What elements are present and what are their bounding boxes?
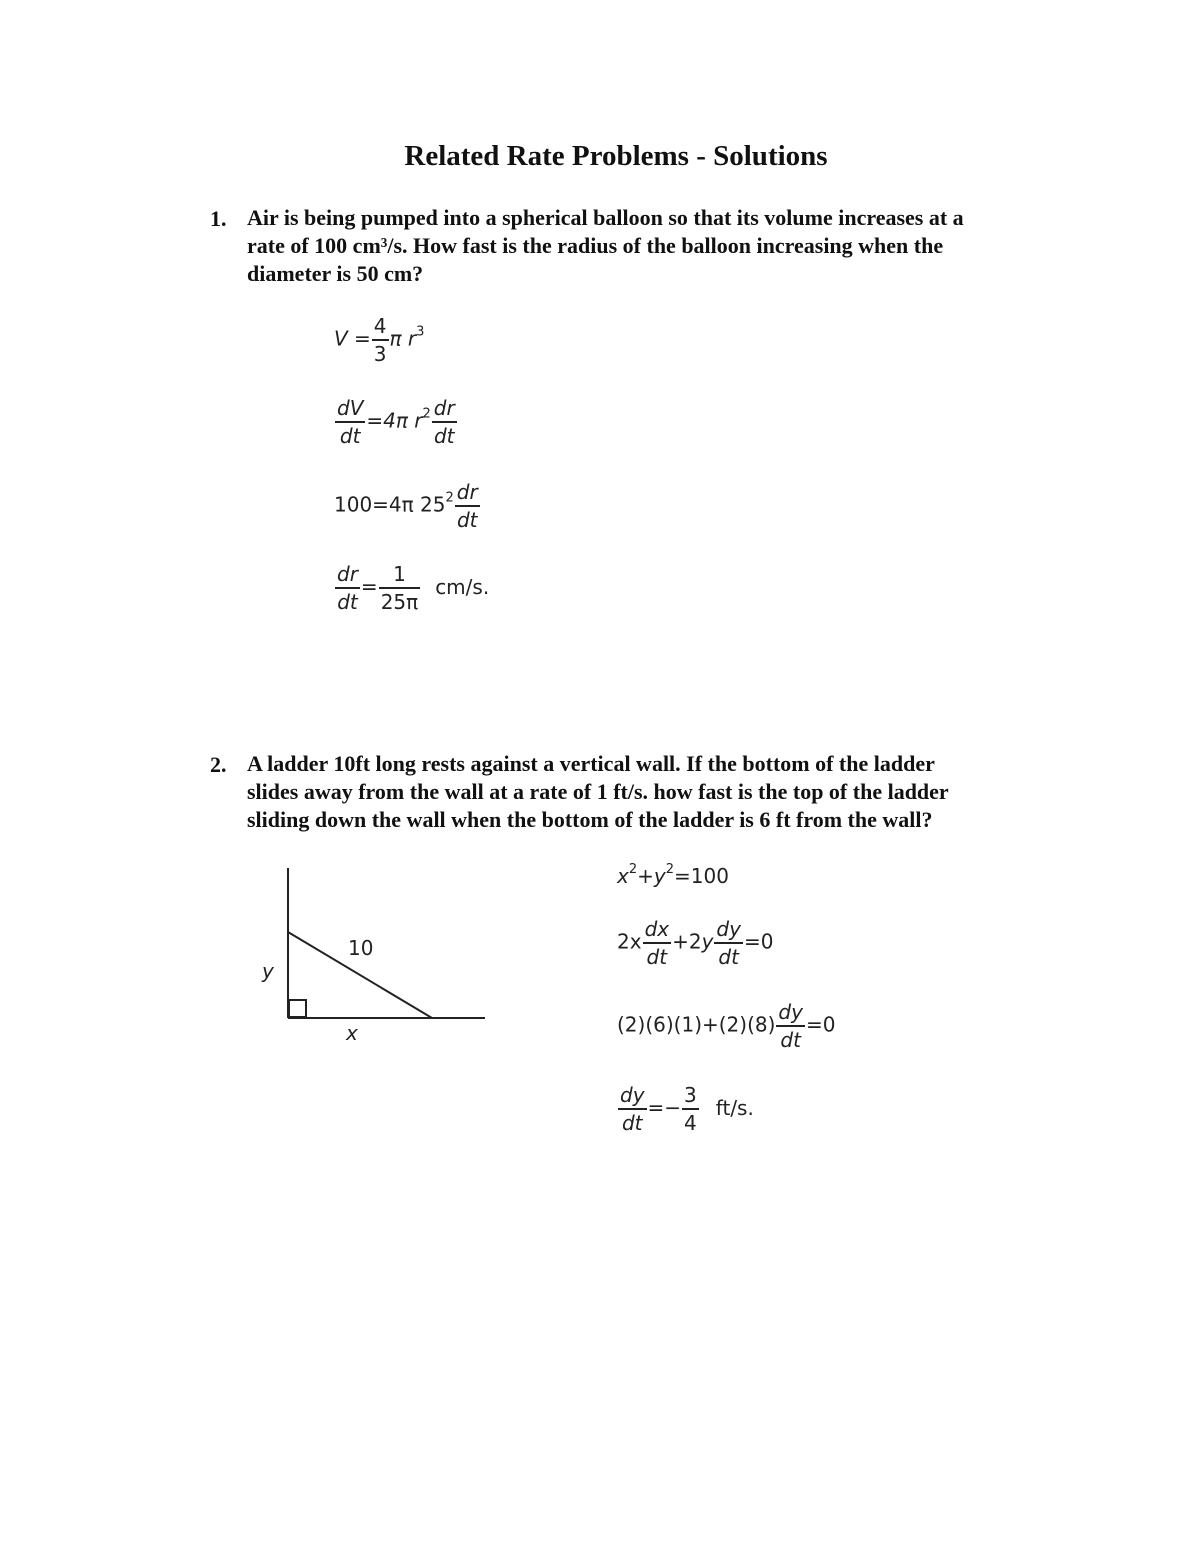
p2-s1-x: x (617, 864, 629, 888)
p1-s4-num2: 1 (379, 561, 420, 589)
p1-s1-lhs: V = (334, 326, 371, 351)
p2-s2-den2: dt (718, 945, 739, 969)
p1-s1-den: 3 (373, 342, 387, 366)
p1-s4-den2: 25π (380, 590, 419, 614)
hypotenuse-label: 10 (348, 936, 374, 960)
p2-s4-num2: 3 (682, 1082, 699, 1110)
p2-s1-rhs: =100 (674, 864, 729, 888)
p1-s2-num2: dr (432, 395, 457, 423)
p1-s2-den1: dt (339, 424, 361, 448)
problem-1-line-1: Air is being pumped into a spherical balloon so that its volume increases at a (247, 205, 964, 230)
p1-s1-rest: π r (389, 326, 417, 351)
page-title: Related Rate Problems - Solutions (404, 140, 828, 172)
p1-s1-exp: 3 (416, 324, 425, 340)
right-angle-marker (289, 1000, 306, 1017)
p2-equation-substitution (617, 999, 835, 1053)
p2-equation-answer (617, 1082, 754, 1136)
problem-2-number: 2. (210, 752, 227, 777)
p1-equation-derivative (334, 395, 458, 449)
problem-1-number: 1. (210, 206, 227, 231)
p2-s2-rhs: =0 (743, 929, 774, 954)
p1-s2-den2: dt (433, 424, 455, 448)
p1-s4-den1: dt (337, 590, 358, 614)
problem-1-line-2: rate of 100 cm³/s. How fast is the radius of the balloon increasing when the (247, 233, 944, 258)
ladder-diagram (250, 860, 500, 1050)
p1-s4-eq: = (360, 574, 378, 599)
p2-s2-a: 2x (617, 929, 642, 954)
p2-s1-x-exp: 2 (628, 862, 638, 877)
p1-s2-exp: 2 (422, 406, 431, 422)
problem-1-text (247, 204, 964, 288)
p1-equation-volume (334, 313, 424, 367)
p2-s4-unit: ft/s. (715, 1095, 754, 1120)
p2-s3-lhs: (2)(6)(1)+(2)(8) (617, 1012, 776, 1037)
p2-s2-y: y (701, 929, 714, 954)
p2-s4-eq: =− (647, 1095, 682, 1120)
p1-s1-num: 4 (372, 313, 389, 341)
p2-s1-plus: + (637, 864, 654, 888)
x-label: x (346, 1021, 358, 1045)
p1-s4-num1: dr (335, 561, 360, 589)
p2-s3-rhs: =0 (805, 1012, 836, 1037)
p2-s2-den1: dt (646, 945, 668, 969)
problem-1-line-3: diameter is 50 cm? (247, 261, 424, 286)
p1-s3-lhs: 100=4π 25 (334, 492, 446, 517)
p1-s2-mid: =4π r (366, 408, 423, 433)
p2-s4-den2: 4 (684, 1111, 697, 1135)
p2-s2-num1: dx (643, 916, 672, 944)
p2-s4-num1: dy (618, 1082, 647, 1110)
p1-equation-substitution (334, 479, 481, 533)
p1-s3-den: dt (456, 508, 478, 532)
p2-s1-y-exp: 2 (665, 862, 675, 877)
p2-s1-y: y (653, 864, 666, 888)
p2-s4-den1: dt (621, 1111, 643, 1135)
problem-2-line-2: slides away from the wall at a rate of 1 ft/s. how fast is the top of the ladder (247, 779, 949, 804)
p1-s3-num: dr (455, 479, 480, 507)
problem-2-line-1: A ladder 10ft long rests against a vertical wall. If the bottom of the ladder (247, 751, 935, 776)
p2-equation-derivative (617, 916, 773, 970)
y-label: y (262, 959, 274, 983)
p2-equation-pythagoras (617, 862, 729, 888)
p1-equation-answer (334, 561, 489, 615)
p2-s2-b: +2 (672, 929, 702, 954)
p1-s2-num1: dV (335, 395, 365, 423)
p2-s3-den: dt (780, 1028, 801, 1052)
p2-s2-num2: dy (714, 916, 743, 944)
p2-s3-num: dy (776, 999, 805, 1027)
p1-s4-unit: cm/s. (435, 574, 490, 599)
problem-2-line-3: sliding down the wall when the bottom of the ladder is 6 ft from the wall? (247, 807, 933, 832)
problem-2-text (247, 750, 949, 834)
p1-s3-exp: 2 (445, 490, 454, 506)
